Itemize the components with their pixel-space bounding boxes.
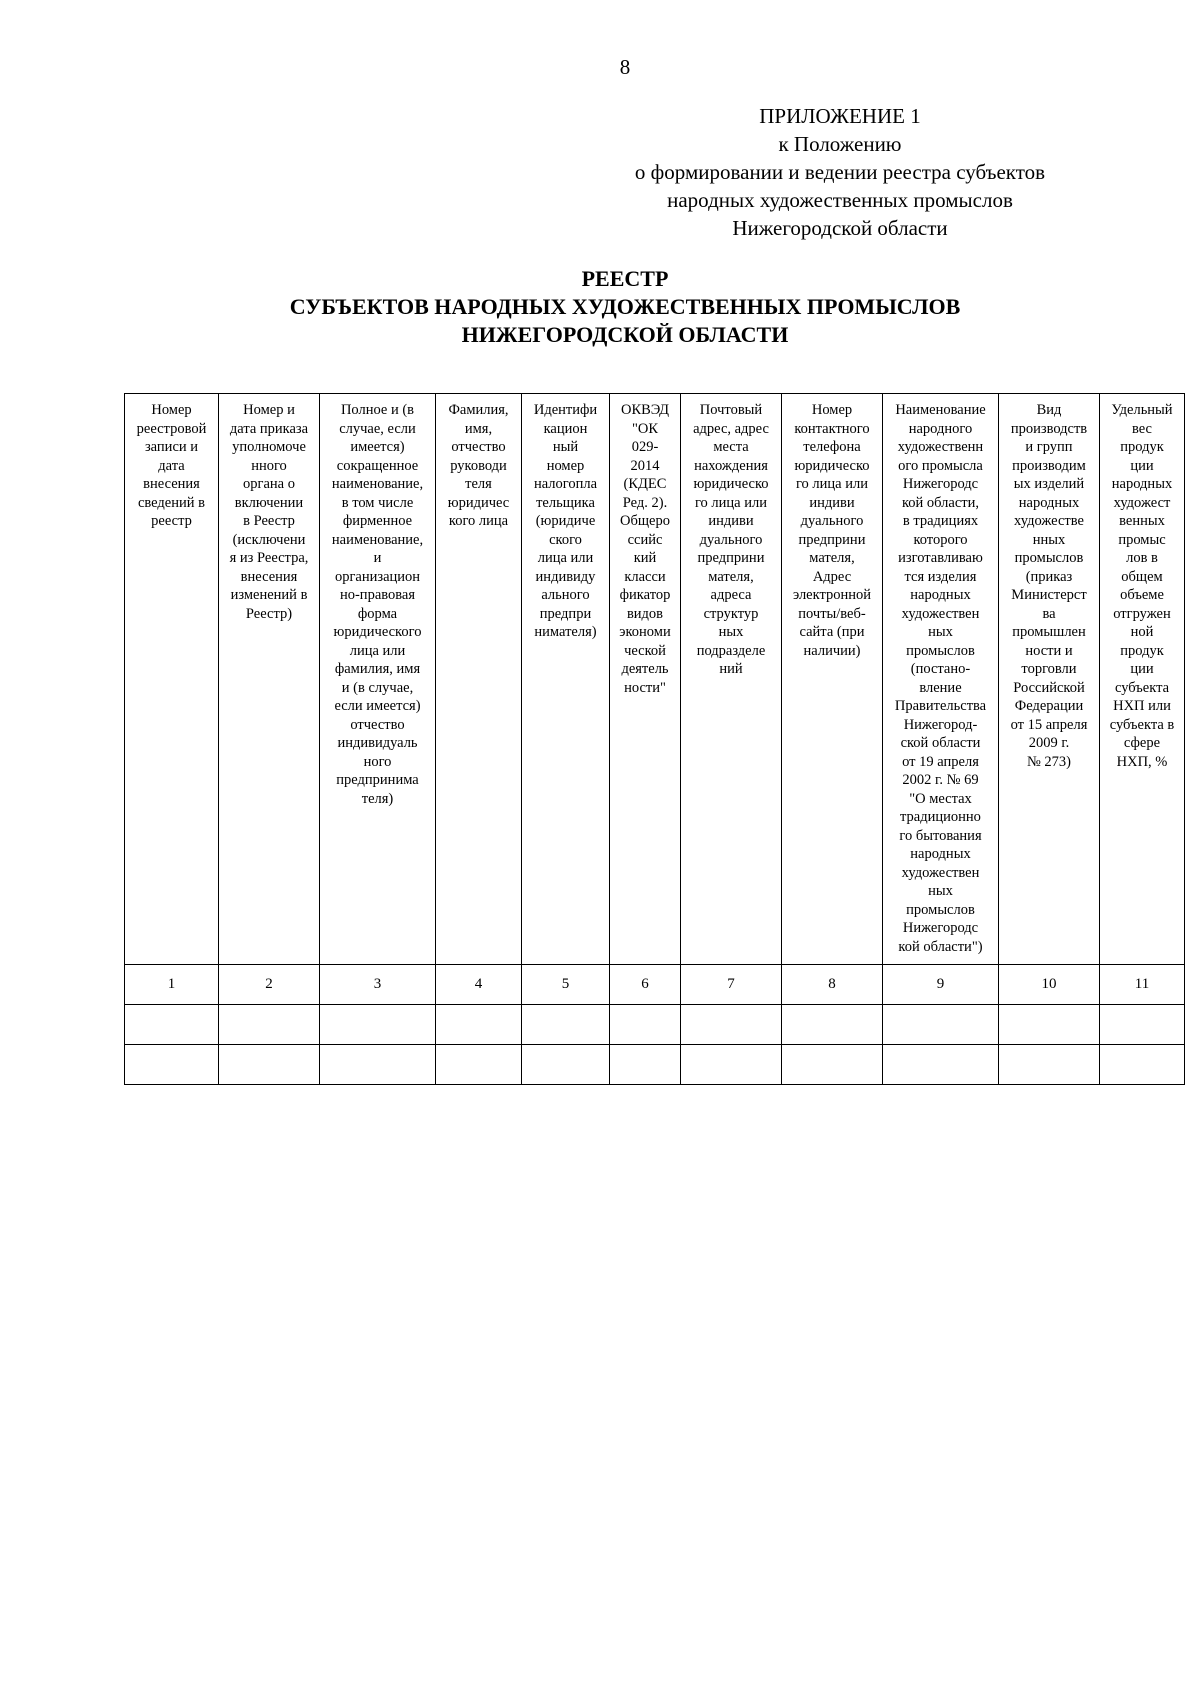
page-number: 8 xyxy=(619,55,631,79)
table-cell xyxy=(522,1005,610,1045)
title-line: СУБЪЕКТОВ НАРОДНЫХ ХУДОЖЕСТВЕННЫХ ПРОМЫСЛОВ xyxy=(289,294,961,319)
title-line: РЕЕСТР xyxy=(581,266,669,291)
column-header xyxy=(681,394,782,965)
table-cell xyxy=(522,1045,610,1085)
column-header xyxy=(320,394,436,965)
column-header-text: Номер реестровой записи и дата внесения сведений в реестр xyxy=(136,402,207,529)
column-header xyxy=(125,394,219,965)
column-number: 11 xyxy=(1100,965,1185,1005)
table-cell xyxy=(883,1045,999,1085)
table-cell xyxy=(883,1005,999,1045)
table-cell xyxy=(219,1005,320,1045)
table-cell xyxy=(782,1005,883,1045)
table-cell xyxy=(1100,1045,1185,1085)
column-header-text: ОКВЭД "ОК 029- 2014 (КДЕС Ред. 2). Общеро ссийс кий класси фикатор видов экономи ческой деятель ности" xyxy=(619,402,671,696)
column-header xyxy=(522,394,610,965)
table-cell xyxy=(320,1045,436,1085)
table-cell xyxy=(125,1005,219,1045)
column-header-text: Фамилия, имя, отчество руководи теля юридичес кого лица xyxy=(447,402,510,529)
table-cell xyxy=(436,1005,522,1045)
column-header xyxy=(219,394,320,965)
table-header-row xyxy=(125,394,1185,965)
column-header-text: Идентифи кацион ный номер налогопла тельщика (юридиче ского лица или индивиду ального предпри нимателя) xyxy=(533,402,598,640)
column-header-text: Номер и дата приказа уполномоче нного органа о включении в Реестр (исключени я из Реестра, внесения изменений в Реестр) xyxy=(229,402,309,622)
table-cell xyxy=(219,1045,320,1085)
column-header-text: Номер контактного телефона юридическо го лица или индиви дуального предприни мателя, Адрес электронной почты/веб- сайта (при наличии) xyxy=(792,402,872,659)
column-number: 1 xyxy=(125,965,219,1005)
column-number: 4 xyxy=(436,965,522,1005)
column-header xyxy=(1100,394,1185,965)
table-row xyxy=(125,1005,1185,1045)
appendix-line: ПРИЛОЖЕНИЕ 1 xyxy=(759,104,921,128)
column-number-row xyxy=(125,965,1185,1005)
column-header-text: Наименование народного художественн ого промысла Нижегородс кой области, в традициях которого изготавливаю тся изделия народных художествен ных промыслов (постано- вление Правительства Нижегород- ской области от 19 апреля 2002 г. № 69 "О местах традиционно го бытования народных художествен ных промыслов Нижегородс кой области") xyxy=(894,402,987,955)
column-header-text: Вид производств и групп производим ых изделий народных художестве нных промыслов (приказ Министерст ва промышлен ности и торговли Российской Федерации от 15 апреля 2009 г. № 273) xyxy=(1010,402,1088,770)
table-row xyxy=(125,1045,1185,1085)
column-number: 8 xyxy=(782,965,883,1005)
table-cell xyxy=(125,1045,219,1085)
column-number: 10 xyxy=(999,965,1100,1005)
table-cell xyxy=(681,1045,782,1085)
table-cell xyxy=(610,1005,681,1045)
column-header-text: Удельный вес продук ции народных художест венных промыс лов в общем объеме отгружен ной продук ции субъекта НХП или субъекта в сфере НХП, % xyxy=(1109,402,1175,770)
column-number: 7 xyxy=(681,965,782,1005)
appendix-line: о формировании и ведении реестра субъектов xyxy=(634,160,1046,184)
column-header-text: Полное и (в случае, если имеется) сокращенное наименование, в том числе фирменное наименование, и организацион но-правовая форма юридического лица или фамилия, имя и (в случае, если имеется) отчество индивидуаль ного предпринима теля) xyxy=(331,402,424,807)
column-number: 3 xyxy=(320,965,436,1005)
column-number: 6 xyxy=(610,965,681,1005)
table-cell xyxy=(681,1005,782,1045)
table-cell xyxy=(999,1045,1100,1085)
appendix-line: народных художественных промыслов xyxy=(667,188,1013,212)
appendix-line: Нижегородской области xyxy=(732,216,948,240)
column-number: 9 xyxy=(883,965,999,1005)
table-cell xyxy=(1100,1005,1185,1045)
document-title xyxy=(0,265,1200,349)
table-cell xyxy=(782,1045,883,1085)
column-header-text: Почтовый адрес, адрес места нахождения юридическо го лица или индиви дуального предприни мателя, адреса структур ных подразделе ний xyxy=(693,402,769,677)
registry-table xyxy=(124,393,1185,1085)
table-cell xyxy=(610,1045,681,1085)
appendix-line: к Положению xyxy=(778,132,902,156)
column-number: 5 xyxy=(522,965,610,1005)
column-number: 2 xyxy=(219,965,320,1005)
table-cell xyxy=(320,1005,436,1045)
column-header xyxy=(883,394,999,965)
column-header xyxy=(782,394,883,965)
title-line: НИЖЕГОРОДСКОЙ ОБЛАСТИ xyxy=(461,322,789,347)
table-cell xyxy=(999,1005,1100,1045)
column-header xyxy=(999,394,1100,965)
appendix-block xyxy=(590,102,1090,242)
column-header xyxy=(610,394,681,965)
column-header xyxy=(436,394,522,965)
table-cell xyxy=(436,1045,522,1085)
